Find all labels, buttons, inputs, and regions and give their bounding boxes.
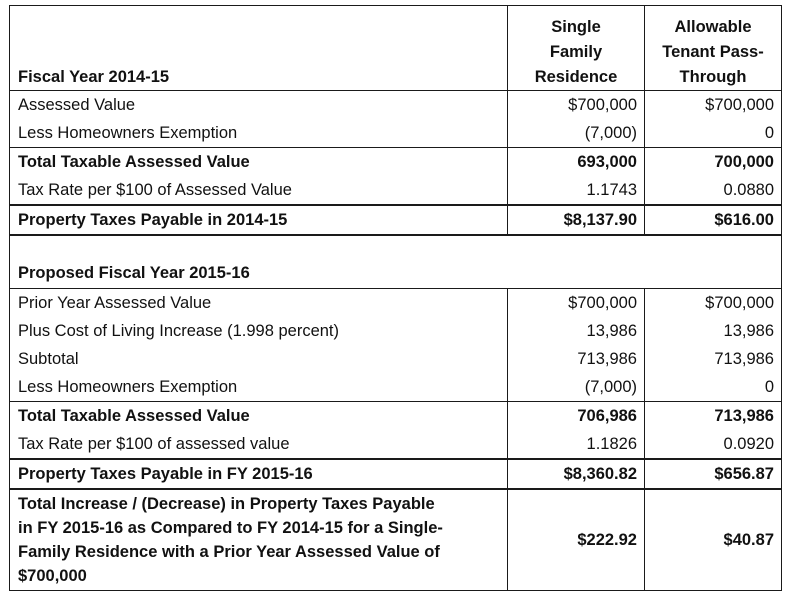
column-header-pass-through	[645, 6, 782, 91]
column-header-line: Through	[679, 68, 747, 86]
column-header-line: Family	[549, 43, 603, 61]
sfr-value: 1.1826	[508, 430, 645, 459]
total-change-line: Total Increase / (Decrease) in Property Taxes Payable	[18, 495, 435, 513]
total-change-label	[10, 489, 508, 591]
sfr-value: 706,986	[508, 402, 645, 431]
section-spacer	[10, 235, 782, 258]
pass-through-value: $700,000	[645, 91, 782, 120]
sfr-value: $700,000	[508, 91, 645, 120]
sfr-value: 1.1743	[508, 176, 645, 205]
sfr-value: $700,000	[508, 289, 645, 318]
table-row	[10, 402, 782, 431]
table-row	[10, 430, 782, 459]
row-label: Subtotal	[10, 345, 508, 373]
total-change-line: $700,000	[18, 567, 87, 585]
table-row	[10, 119, 782, 148]
table-row	[10, 148, 782, 177]
pass-through-value: $700,000	[645, 289, 782, 318]
row-label: Total Taxable Assessed Value	[10, 402, 508, 431]
pass-through-value: $616.00	[645, 205, 782, 235]
pass-through-value: 0	[645, 119, 782, 148]
row-label: Tax Rate per $100 of Assessed Value	[10, 176, 508, 205]
table-row	[10, 373, 782, 402]
column-header-line: Single	[551, 18, 601, 36]
sfr-value: $8,360.82	[508, 459, 645, 489]
pass-through-value: 700,000	[645, 148, 782, 177]
sfr-value: 713,986	[508, 345, 645, 373]
table-row	[10, 345, 782, 373]
sfr-value: 13,986	[508, 317, 645, 345]
pass-through-value: $656.87	[645, 459, 782, 489]
pass-through-total-change: $40.87	[645, 489, 782, 591]
fy1415-heading: Fiscal Year 2014-15	[10, 6, 508, 91]
row-label: Less Homeowners Exemption	[10, 373, 508, 402]
column-header-line: Allowable	[674, 18, 752, 36]
row-label: Tax Rate per $100 of assessed value	[10, 430, 508, 459]
row-label: Plus Cost of Living Increase (1.998 percent)	[10, 317, 508, 345]
section-heading-row	[10, 258, 782, 289]
table-row	[10, 91, 782, 120]
total-change-line: Family Residence with a Prior Year Assessed Value of	[18, 543, 440, 561]
total-change-row	[10, 489, 782, 591]
property-tax-table	[9, 5, 782, 591]
row-label: Prior Year Assessed Value	[10, 289, 508, 318]
pass-through-value: 13,986	[645, 317, 782, 345]
total-change-line: in FY 2015-16 as Compared to FY 2014-15 for a Single-	[18, 519, 443, 537]
column-header-line: Residence	[534, 68, 618, 86]
row-label: Less Homeowners Exemption	[10, 119, 508, 148]
fy1516-heading: Proposed Fiscal Year 2015-16	[10, 258, 782, 289]
spacer-cell	[10, 235, 782, 258]
table-row	[10, 176, 782, 205]
header-row	[10, 6, 782, 91]
table-row	[10, 459, 782, 489]
pass-through-value: 713,986	[645, 402, 782, 431]
table-row	[10, 205, 782, 235]
column-header-line: Tenant Pass-	[662, 43, 764, 61]
row-label: Property Taxes Payable in 2014-15	[10, 205, 508, 235]
sfr-value: $8,137.90	[508, 205, 645, 235]
tax-comparison-document	[9, 5, 782, 591]
pass-through-value: 0.0920	[645, 430, 782, 459]
sfr-value: (7,000)	[508, 373, 645, 402]
sfr-value: (7,000)	[508, 119, 645, 148]
pass-through-value: 0	[645, 373, 782, 402]
table-row	[10, 289, 782, 318]
pass-through-value: 713,986	[645, 345, 782, 373]
sfr-value: 693,000	[508, 148, 645, 177]
column-header-single-family	[508, 6, 645, 91]
row-label: Property Taxes Payable in FY 2015-16	[10, 459, 508, 489]
pass-through-value: 0.0880	[645, 176, 782, 205]
sfr-total-change: $222.92	[508, 489, 645, 591]
row-label: Assessed Value	[10, 91, 508, 120]
table-row	[10, 317, 782, 345]
row-label: Total Taxable Assessed Value	[10, 148, 508, 177]
